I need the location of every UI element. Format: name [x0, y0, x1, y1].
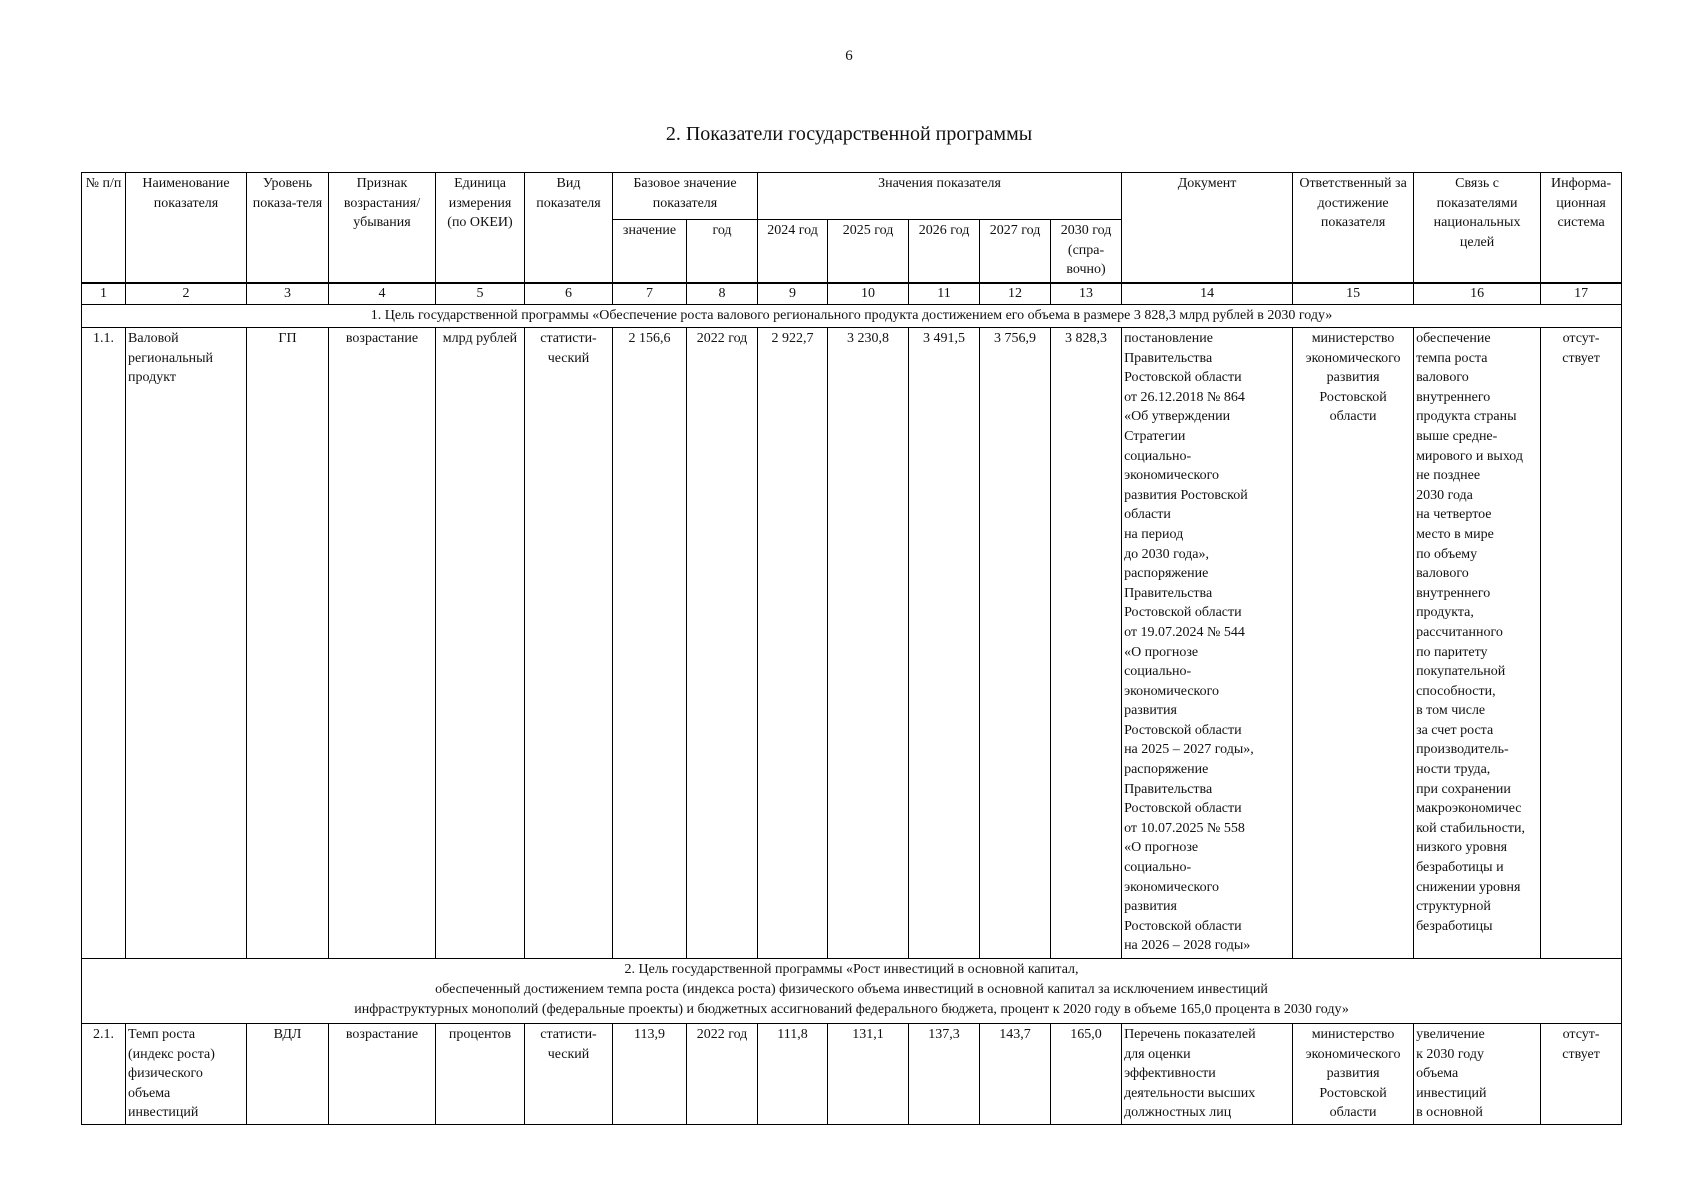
column-number: 11 [909, 283, 980, 305]
header-2026: 2026 год [909, 220, 980, 284]
header-2025: 2025 год [828, 220, 909, 284]
column-number: 10 [828, 283, 909, 305]
column-number: 7 [613, 283, 687, 305]
header-link: Связь с показателями национальных целей [1414, 173, 1541, 284]
base-value: 2 156,6 [613, 328, 687, 959]
indicator-name: Темп роста (индекс роста) физического объема инвестиций [126, 1024, 247, 1125]
goal-row-2 [82, 959, 1622, 1024]
information-system: отсут- ствует [1541, 1024, 1622, 1125]
column-number: 16 [1414, 283, 1541, 305]
value-2027: 143,7 [980, 1024, 1051, 1125]
header-level: Уровень показа-теля [247, 173, 329, 284]
column-number: 12 [980, 283, 1051, 305]
value-2030: 3 828,3 [1051, 328, 1122, 959]
base-value: 113,9 [613, 1024, 687, 1125]
indicator-type: статисти- ческий [525, 1024, 613, 1125]
page-number: 6 [845, 48, 853, 64]
header-unit: Единица измерения (по ОКЕИ) [436, 173, 525, 284]
header-name: Наименование показателя [126, 173, 247, 284]
header-document: Документ [1122, 173, 1293, 284]
indicator-level: ГП [247, 328, 329, 959]
responsible-text: министерство экономического развития Ростовской области [1293, 1024, 1414, 1125]
value-2024: 2 922,7 [758, 328, 828, 959]
header-base: Базовое значение показателя [613, 173, 758, 220]
header-sign: Признак возрастания/ убывания [329, 173, 436, 284]
indicator-sign: возрастание [329, 1024, 436, 1125]
document-text: постановление Правительства Ростовской области от 26.12.2018 № 864 «Об утверждении Стратегии социально- экономического развития Ростовской области на период до 2030 года», распоряжение Правительства Ростовской области от 19.07.2024 № 544 «О прогнозе социально- экономического развития Ростовской области на 2025 – 2027 годы», распоряжение Правительства Ростовской области от 10.07.2025 № 558 «О прогнозе социально- экономического развития Ростовской области на 2026 – 2028 годы» [1122, 328, 1293, 959]
column-number: 9 [758, 283, 828, 305]
header-base-year: год [687, 220, 758, 284]
header-base-value: значение [613, 220, 687, 284]
value-2026: 137,3 [909, 1024, 980, 1125]
value-2025: 3 230,8 [828, 328, 909, 959]
column-number: 3 [247, 283, 329, 305]
column-numbers-row [82, 283, 1622, 305]
indicator-sign: возрастание [329, 328, 436, 959]
column-number: 4 [329, 283, 436, 305]
page-title: 2. Показатели государственной программы [665, 123, 1033, 145]
indicator-unit: млрд рублей [436, 328, 525, 959]
column-number: 17 [1541, 283, 1622, 305]
column-number: 8 [687, 283, 758, 305]
base-year: 2022 год [687, 328, 758, 959]
column-number: 15 [1293, 283, 1414, 305]
goal-1-text: 1. Цель государственной программы «Обеспечение роста валового регионального продукта достижением его объема в размере 3 828,3 млрд рублей в 2030 году» [82, 305, 1622, 328]
national-goals-link: обеспечение темпа роста валового внутреннего продукта страны выше средне- мирового и выход не позднее 2030 года на четвертое место в мире по объему валового внутреннего продукта, рассчитанного по паритету покупательной способности, в том числе за счет роста производитель- ности труда, при сохранении макроэкономичес кой стабильности, низкого уровня безработицы и снижении уровня структурной безработицы [1414, 328, 1541, 959]
column-number: 1 [82, 283, 126, 305]
header-responsible: Ответственный за достижение показателя [1293, 173, 1414, 284]
value-2030: 165,0 [1051, 1024, 1122, 1125]
goal-2-text: 2. Цель государственной программы «Рост инвестиций в основной капитал, обеспеченный достижением темпа роста (индекса роста) физического объема инвестиций в основной капитал за исключением инвестиций инфраструктурных монополий (федеральные проекты) и бюджетных ассигнований федерального бюджета, процент к 2020 году в объеме 165,0 процента в 2030 году» [82, 959, 1622, 1024]
header-type: Вид показателя [525, 173, 613, 284]
value-2026: 3 491,5 [909, 328, 980, 959]
information-system: отсут- ствует [1541, 328, 1622, 959]
indicator-level: ВДЛ [247, 1024, 329, 1125]
row-num: 2.1. [82, 1024, 126, 1125]
indicator-unit: процентов [436, 1024, 525, 1125]
header-2024: 2024 год [758, 220, 828, 284]
base-year: 2022 год [687, 1024, 758, 1125]
value-2027: 3 756,9 [980, 328, 1051, 959]
header-num: № п/п [82, 173, 126, 284]
indicator-name: Валовой региональный продукт [126, 328, 247, 959]
table-row [82, 1024, 1622, 1125]
column-number: 5 [436, 283, 525, 305]
value-2025: 131,1 [828, 1024, 909, 1125]
column-number: 14 [1122, 283, 1293, 305]
column-number: 6 [525, 283, 613, 305]
header-values: Значения показателя [758, 173, 1122, 220]
table-row [82, 328, 1622, 959]
value-2024: 111,8 [758, 1024, 828, 1125]
responsible-text: министерство экономического развития Ростовской области [1293, 328, 1414, 959]
header-infosys: Информа-ционная система [1541, 173, 1622, 284]
header-2030: 2030 год (спра-вочно) [1051, 220, 1122, 284]
column-number: 13 [1051, 283, 1122, 305]
column-number: 2 [126, 283, 247, 305]
row-num: 1.1. [82, 328, 126, 959]
header-2027: 2027 год [980, 220, 1051, 284]
goal-row-1 [82, 305, 1622, 328]
indicators-table [81, 172, 1622, 1125]
header-row [82, 173, 1622, 220]
indicator-type: статисти-ческий [525, 328, 613, 959]
national-goals-link: увеличение к 2030 году объема инвестиций в основной [1414, 1024, 1541, 1125]
document-text: Перечень показателей для оценки эффективности деятельности высших должностных лиц [1122, 1024, 1293, 1125]
